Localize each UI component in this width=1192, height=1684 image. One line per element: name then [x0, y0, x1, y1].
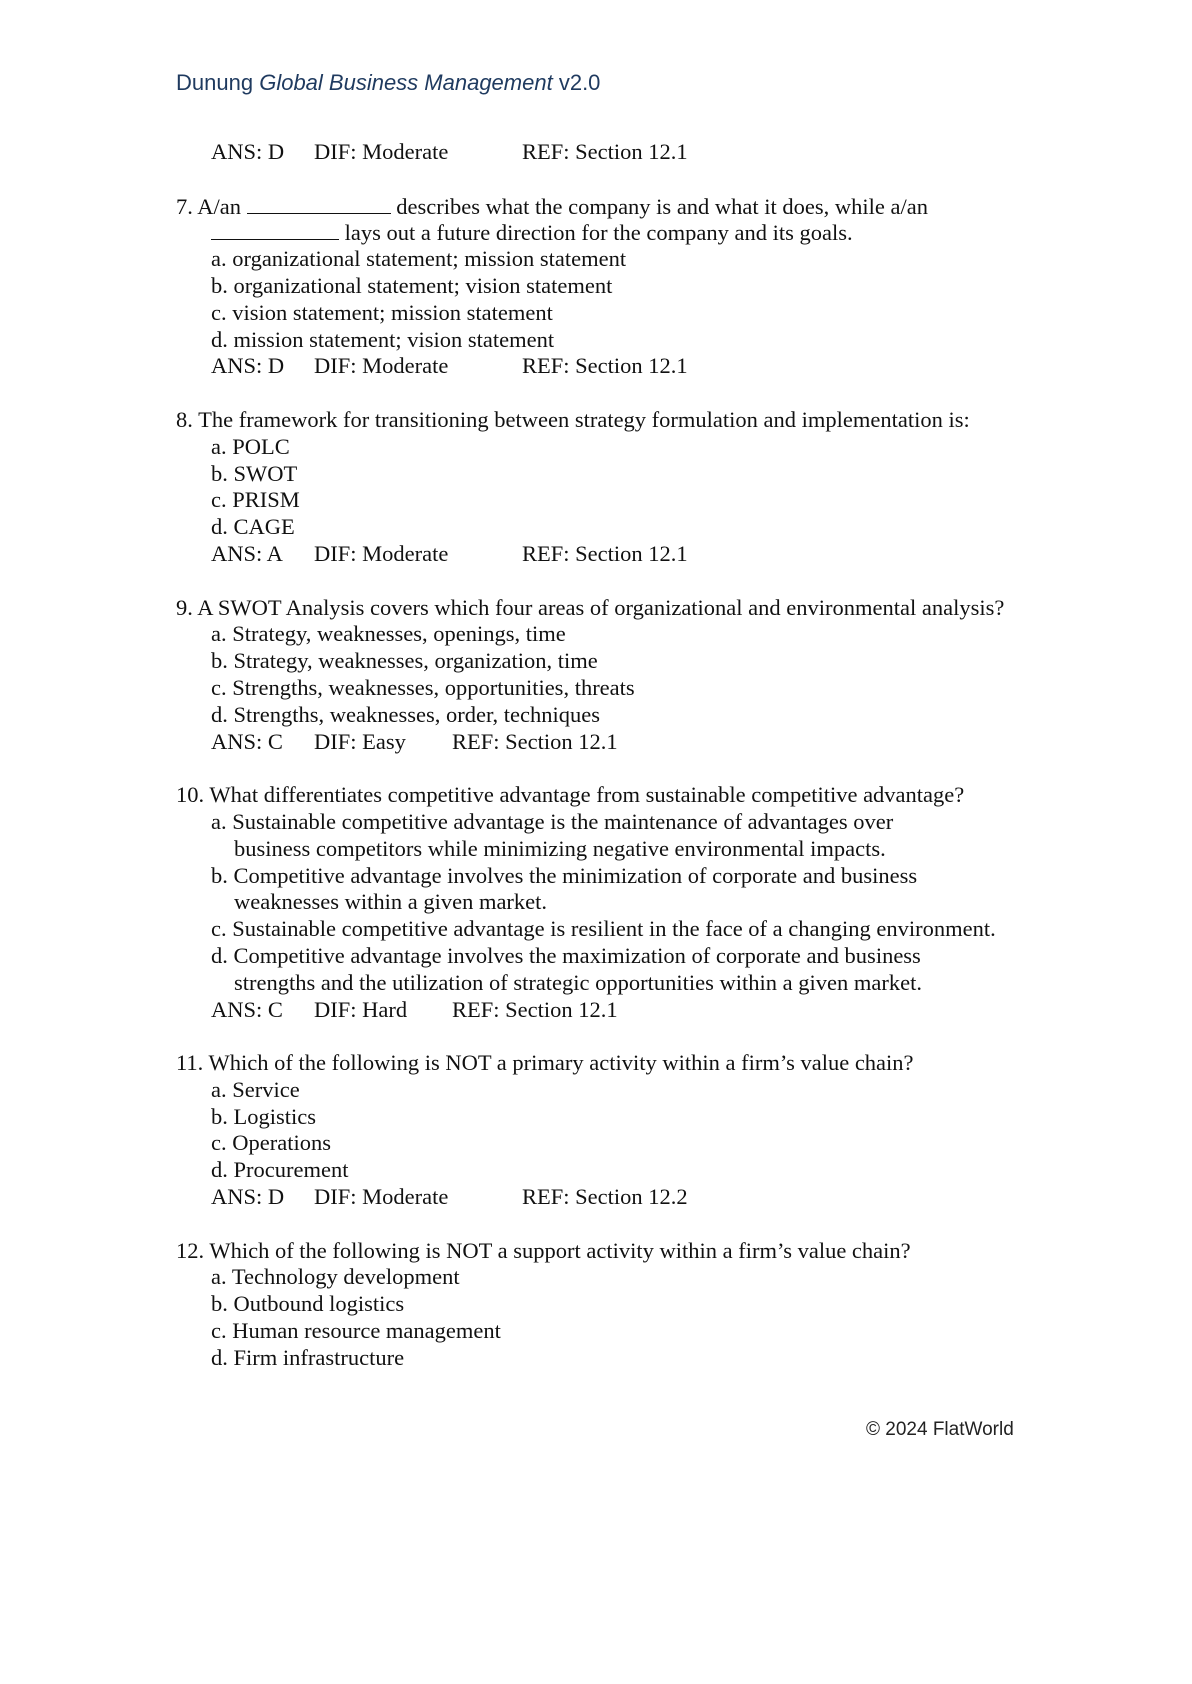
header-book-title: Global Business Management [259, 70, 553, 95]
difficulty: DIF: Moderate [314, 353, 449, 379]
question-8 [176, 407, 1076, 568]
option-d-continued: strengths and the utilization of strategic opportunities within a given market. [234, 969, 922, 995]
answer-key: ANS: C [211, 728, 283, 754]
reference: REF: Section 12.1 [522, 353, 688, 379]
question-9 [176, 595, 1076, 756]
option-b: b. Strategy, weaknesses, organization, time [211, 648, 598, 674]
difficulty: DIF: Easy [314, 728, 406, 754]
option-d: d. Firm infrastructure [211, 1344, 405, 1370]
option-b: b. Outbound logistics [211, 1291, 405, 1317]
answer-key: ANS: A [211, 540, 283, 566]
option-c: c. PRISM [211, 487, 300, 513]
option-d: d. Competitive advantage involves the maximization of corporate and business [211, 942, 921, 968]
reference: REF: Section 12.1 [452, 996, 618, 1022]
question-list [176, 139, 1076, 1372]
difficulty: DIF: Moderate [314, 540, 449, 566]
answer-line [176, 1184, 1076, 1211]
option-d: d. mission statement; vision statement [211, 326, 555, 352]
difficulty: DIF: Moderate [314, 1184, 449, 1210]
question-11 [176, 1050, 1076, 1211]
question-12 [176, 1238, 1076, 1372]
option-c: c. vision statement; mission statement [211, 299, 553, 325]
fill-in-blank [211, 219, 339, 240]
option-c: c. Human resource management [211, 1318, 501, 1344]
reference: REF: Section 12.1 [452, 728, 618, 754]
option-d: d. Procurement [211, 1157, 349, 1183]
option-c: c. Sustainable competitive advantage is resilient in the face of a changing environment. [211, 916, 996, 942]
option-b: b. Logistics [211, 1103, 316, 1129]
header-author: Dunung [176, 70, 254, 95]
reference: REF: Section 12.2 [522, 1184, 688, 1210]
fill-in-blank [247, 193, 391, 214]
question-7 [176, 193, 1076, 381]
reference: REF: Section 12.1 [522, 540, 688, 566]
option-a-continued: business competitors while minimizing negative environmental impacts. [234, 835, 886, 861]
option-a: a. organizational statement; mission statement [211, 246, 627, 272]
question-stem: 10. What differentiates competitive advantage from sustainable competitive advantage? [176, 782, 965, 808]
option-a: a. Service [211, 1076, 300, 1102]
answer-key: ANS: D [211, 139, 285, 164]
question-10 [176, 782, 1076, 1023]
option-c: c. Operations [211, 1130, 331, 1156]
answer-key: ANS: D [211, 1184, 285, 1210]
option-a: a. POLC [211, 433, 290, 459]
answer-line [176, 997, 1076, 1024]
question-stem: 11. Which of the following is NOT a primary activity within a firm’s value chain? [176, 1050, 914, 1076]
question-stem: 12. Which of the following is NOT a support activity within a firm’s value chain? [176, 1237, 911, 1263]
option-d: d. Strengths, weaknesses, order, techniques [211, 701, 601, 727]
option-a: a. Strategy, weaknesses, openings, time [211, 621, 566, 647]
prev-answer-line [176, 139, 1076, 166]
answer-line [176, 541, 1076, 568]
option-b: b. SWOT [211, 460, 298, 486]
answer-key: ANS: C [211, 996, 283, 1022]
header-version: v2.0 [558, 70, 601, 95]
question-stem: 8. The framework for transitioning between strategy formulation and implementation is: [176, 406, 970, 432]
difficulty: DIF: Moderate [314, 139, 449, 164]
answer-key: ANS: D [211, 353, 285, 379]
question-stem-continued: lays out a future direction for the company and its goals. [176, 219, 1076, 246]
option-a: a. Sustainable competitive advantage is the maintenance of advantages over [211, 808, 894, 834]
option-b: b. Competitive advantage involves the minimization of corporate and business [211, 862, 918, 888]
answer-line [176, 729, 1076, 756]
answer-line [176, 353, 1076, 380]
option-a: a. Technology development [211, 1264, 460, 1290]
option-d: d. CAGE [211, 514, 295, 540]
difficulty: DIF: Hard [314, 996, 408, 1022]
option-b: b. organizational statement; vision statement [211, 272, 613, 298]
option-c: c. Strengths, weaknesses, opportunities, threats [211, 674, 635, 700]
page-footer-copyright: © 2024 FlatWorld [866, 1419, 1014, 1440]
reference: REF: Section 12.1 [522, 139, 688, 164]
option-b-continued: weaknesses within a given market. [234, 889, 548, 915]
question-stem: 9. A SWOT Analysis covers which four areas of organizational and environmental analysis? [176, 594, 1005, 620]
page-header [176, 70, 600, 96]
question-stem: 7. A/an describes what the company is and what it does, while a/an [176, 193, 928, 219]
